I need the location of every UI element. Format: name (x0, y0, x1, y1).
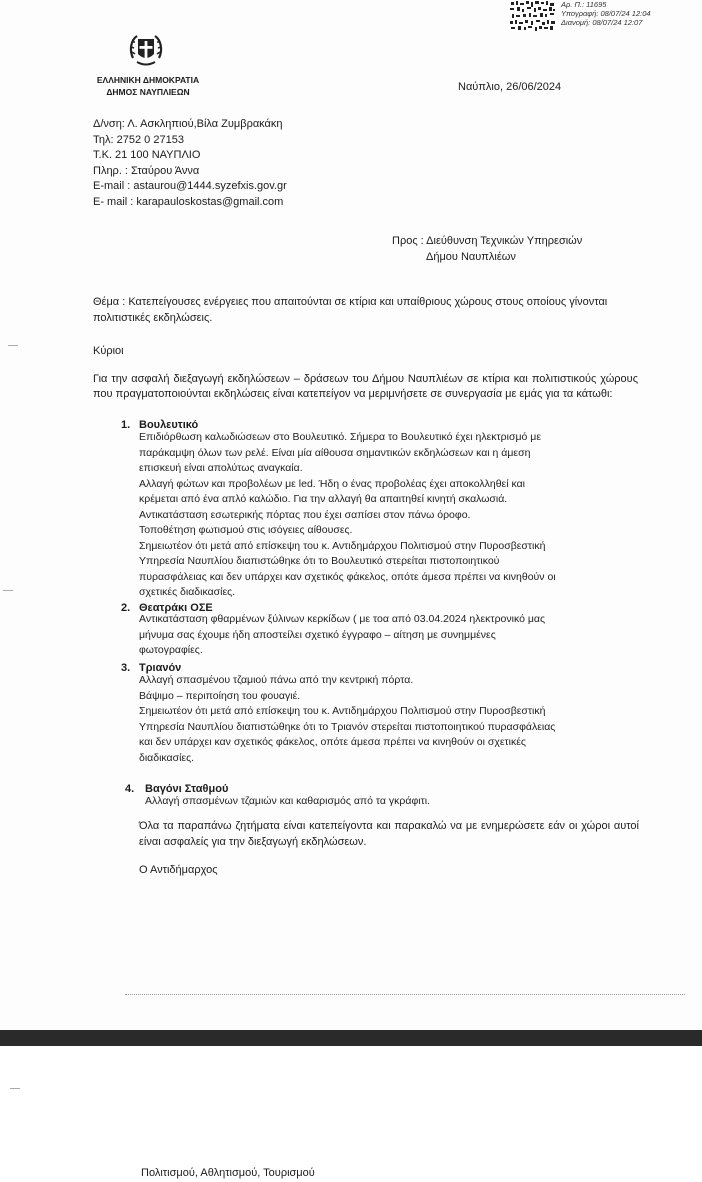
margin-mark (8, 345, 18, 346)
recipient-line-1: Προς : Διεύθυνση Τεχνικών Υπηρεσιών (392, 235, 583, 247)
item-lines (139, 673, 555, 766)
sender-line: E-mail : astaurou@1444.syzefxis.gov.gr (93, 180, 287, 192)
item-lines (145, 794, 430, 810)
recipient-line-2: Δήμου Ναυπλιέων (426, 251, 516, 263)
item-line: Αλλαγή φώτων και προβολέων με led. Ήδη ο ένας προβολέας έχει αποκολληθεί και (139, 477, 525, 490)
item-line: κρέμεται από ένα απλό καλώδιο. Για την αλλαγή θα απαιτηθεί κινητή σκαλωσιά. (139, 493, 508, 505)
item-line: Επιδιόρθωση καλωδιώσεων στο Βουλευτικό. Σήμερα το Βουλευτικό έχει ηλεκτρισμό με (139, 431, 542, 443)
item-line: μήνυμα σας έχουμε ήδη αποστείλει σχετικό έγγραφο – αίτηση με συνημμένες (139, 628, 496, 641)
item-title: Βουλευτικό (139, 419, 199, 431)
item-line: επισκευή είναι απολύτως αναγκαία. (139, 462, 303, 474)
item-line: σχετικές διαδικασίες. (139, 586, 236, 598)
item-line: παράκαμψη όλων των ρελέ. Είναι μία αίθουσα σημαντικών εκδηλώσεων και η άμεση (139, 446, 531, 459)
intro-paragraph: Για την ασφαλή διεξαγωγή εκδηλώσεων – δράσεων του Δήμου Ναυπλιέων σε κτίρια και πολιτιστικούς χώρους που πραγματοποιούνται εκδηλώσεις είναι κατεπείγον να μεριμνήσετε σε συνεργασία με εμάς για τα κάτωθι: (93, 373, 638, 400)
item-line: διαδικασίες. (139, 751, 195, 764)
item-lines (139, 430, 556, 601)
sender-line: E- mail : karapauloskostas@gmail.com (93, 195, 284, 208)
item-line: Τοποθέτηση φωτισμού στις ισόγειες αίθουσες. (139, 524, 353, 536)
stamp-line-3: Διανομή: 08/07/24 12:07 (561, 18, 643, 27)
item-line: φωτογραφίες. (139, 644, 203, 656)
item-title: Θεατράκι ΟΣΕ (139, 602, 213, 614)
stamp-line-1: Αρ. Π.: 11695 (561, 0, 607, 9)
item-line: Σημειωτέον ότι μετά από επίσκεψη του κ. Αντιδημάρχου Πολιτισμού στην Πυροσβεστική (139, 705, 546, 717)
stamp-line-2: Υπογραφή: 08/07/24 12:04 (561, 9, 651, 18)
item-line: Υπηρεσία Ναυπλίου διαπιστώθηκε ότι το Τριανόν στερείται πιστοποιητικού πυρασφάλειας (139, 720, 556, 733)
signature-line: Ο Αντιδήμαρχος (139, 864, 218, 876)
bottom-dotted-rule (125, 994, 685, 995)
sender-address (93, 117, 287, 210)
scan-page-separator (0, 1030, 702, 1046)
margin-mark (10, 1088, 20, 1089)
subject-line: Θέμα : Κατεπείγουσες ενέργειες που απαιτούνται σε κτίρια και υπαίθριους χώρους στους οποίους γίνονται πολιτιστικές εκδηλώσεις. (93, 296, 608, 324)
item-line: Αντικατάσταση εσωτερικής πόρτας που έχει σαπίσει στον πάνω όροφο. (139, 508, 471, 521)
closing-paragraph: Όλα τα παραπάνω ζητήματα είναι κατεπείγοντα και παρακαλώ να με ενημερώσετε εάν οι χώροι αυτοί είναι ασφαλείς για την διεξαγωγή εκδηλώσεων. (139, 820, 639, 848)
sender-line: Τ.Κ. 21 100 ΝΑΥΠΛΙΟ (93, 149, 201, 161)
recipient-block (392, 233, 582, 265)
sender-line: Πληρ. : Σταύρου Άννα (93, 164, 200, 177)
item-line: Αλλαγή σπασμένων τζαμιών και καθαρισμός από τα γκράφιτι. (145, 795, 430, 807)
item-line: Σημειωτέον ότι μετά από επίσκεψη του κ. Αντιδημάρχου Πολιτισμού στην Πυροσβεστική (139, 539, 546, 552)
protocol-stamp (561, 0, 651, 27)
item-number: 4. (125, 783, 135, 795)
item-line: Αντικατάσταση φθαρμένων ξύλινων κερκίδων ( με τοα από 03.04.2024 ηλεκτρονικό μας (139, 613, 546, 625)
item-number: 2. (121, 602, 131, 614)
sender-line: Τηλ: 2752 0 27153 (93, 133, 184, 146)
item-line: Αλλαγή σπασμένου τζαμιού πάνω από την κεντρική πόρτα. (139, 674, 414, 686)
qr-code (509, 0, 557, 32)
document-date: Ναύπλιο, 26/06/2024 (458, 81, 562, 93)
item-lines (139, 612, 545, 659)
item-number: 1. (121, 419, 131, 431)
sender-line: Δ/νση: Λ. Ασκληπιού,Βίλα Ζυμβρακάκη (93, 118, 283, 130)
item-title: Τριανόν (139, 662, 182, 674)
item-title: Βαγόνι Σταθμού (145, 783, 229, 795)
greeting: Κύριοι (93, 345, 124, 357)
organization-block (88, 74, 208, 98)
item-number: 3. (121, 662, 131, 674)
item-line: Βάψιμο – περιποίηση του φουαγιέ. (139, 689, 301, 702)
footer-continuation-text: Πολιτισμού, Αθλητισμού, Τουρισμού (141, 1167, 315, 1179)
item-line: Υπηρεσία Ναυπλίου διαπιστώθηκε ότι το Βουλευτικό στερείται πιστοποιητικού (139, 555, 500, 567)
item-line: πυρασφάλειας και δεν υπάρχει καν σχετικός φάκελος, οπότε άμεσα πρέπει να κινηθούν οι (139, 570, 556, 583)
item-line: και δεν υπάρχει καν σχετικός φάκελος, οπότε άμεσα πρέπει να κινηθούν οι σχετικές (139, 736, 526, 748)
hellenic-emblem-icon (125, 30, 167, 72)
org-country: ΕΛΛΗΝΙΚΗ ΔΗΜΟΚΡΑΤΙΑ (96, 75, 200, 85)
margin-mark (3, 590, 13, 591)
org-municipality: ΔΗΜΟΣ ΝΑΥΠΛΙΕΩΝ (106, 87, 190, 97)
